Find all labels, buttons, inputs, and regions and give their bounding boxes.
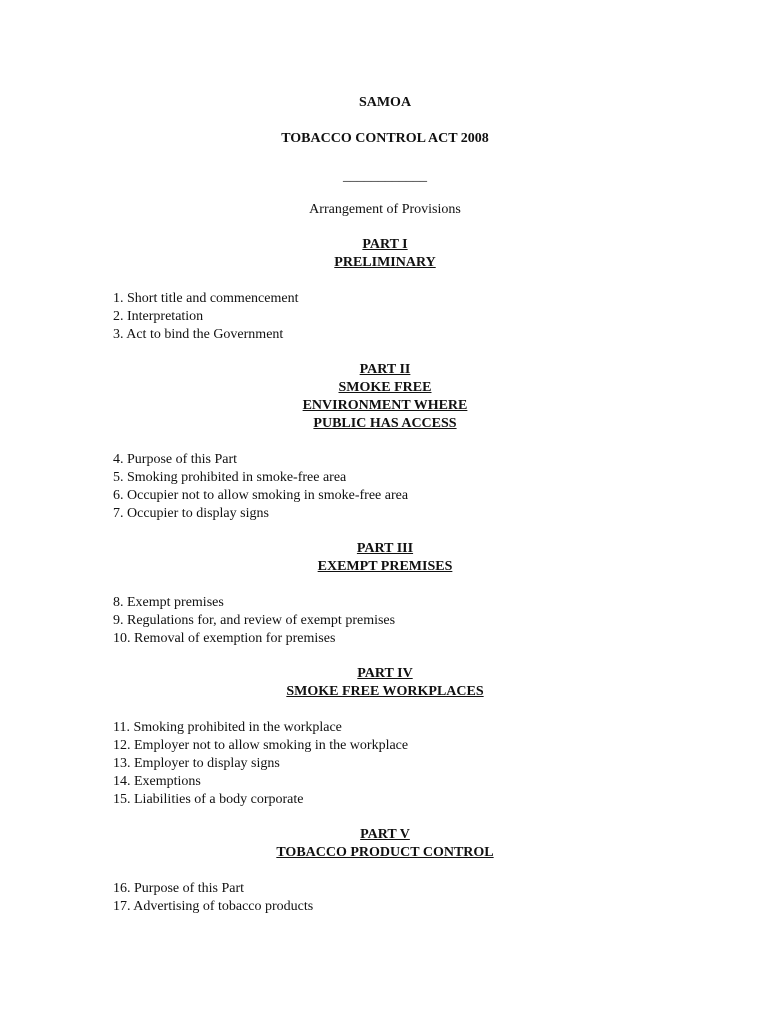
separator-line: ____________ xyxy=(343,169,427,184)
part-4-heading xyxy=(0,665,770,701)
arrangement-subtitle: Arrangement of Provisions xyxy=(309,202,461,217)
provision-item: 12. Employer not to allow smoking in the workplace xyxy=(113,738,409,753)
provision-item: 9. Regulations for, and review of exempt premises xyxy=(113,613,396,628)
provision-item: 10. Removal of exemption for premises xyxy=(113,631,336,646)
provision-item: 15. Liabilities of a body corporate xyxy=(113,792,304,807)
part-heading-line: TOBACCO PRODUCT CONTROL xyxy=(276,845,494,860)
part-5-provisions xyxy=(113,880,313,916)
provision-item: 5. Smoking prohibited in smoke-free area xyxy=(113,470,347,485)
provision-item: 4. Purpose of this Part xyxy=(113,452,238,467)
part-heading-line: SMOKE FREE xyxy=(338,380,432,395)
part-heading-line: SMOKE FREE WORKPLACES xyxy=(286,684,484,699)
part-heading-line: PUBLIC HAS ACCESS xyxy=(313,416,457,431)
part-1-provisions xyxy=(113,290,298,344)
part-heading-line: ENVIRONMENT WHERE xyxy=(302,398,468,413)
part-heading-line: PART III xyxy=(356,541,414,556)
provision-item: 17. Advertising of tobacco products xyxy=(113,899,314,914)
provision-item: 2. Interpretation xyxy=(113,309,204,324)
provision-item: 7. Occupier to display signs xyxy=(113,506,269,521)
provision-item: 14. Exemptions xyxy=(113,774,201,789)
part-5-heading xyxy=(0,826,770,862)
provision-item: 11. Smoking prohibited in the workplace xyxy=(113,720,342,735)
part-heading-line: PRELIMINARY xyxy=(334,255,436,270)
provision-item: 3. Act to bind the Government xyxy=(113,327,284,342)
part-heading-line: PART IV xyxy=(357,666,413,681)
part-heading-line: PART I xyxy=(362,237,408,252)
part-2-provisions xyxy=(113,451,408,523)
part-3-provisions xyxy=(113,594,395,648)
part-4-provisions xyxy=(113,719,408,809)
country-heading: SAMOA xyxy=(358,95,412,110)
part-3-heading xyxy=(0,540,770,576)
act-title: TOBACCO CONTROL ACT 2008 xyxy=(281,131,489,146)
provision-item: 6. Occupier not to allow smoking in smoke-free area xyxy=(113,488,409,503)
provision-item: 8. Exempt premises xyxy=(113,595,224,610)
provision-item: 16. Purpose of this Part xyxy=(113,881,245,896)
part-heading-line: PART II xyxy=(359,362,411,377)
part-heading-line: EXEMPT PREMISES xyxy=(317,559,453,574)
part-1-heading xyxy=(0,236,770,272)
provision-item: 13. Employer to display signs xyxy=(113,756,280,771)
provision-item: 1. Short title and commencement xyxy=(113,291,299,306)
part-heading-line: PART V xyxy=(360,827,410,842)
part-2-heading xyxy=(0,361,770,433)
